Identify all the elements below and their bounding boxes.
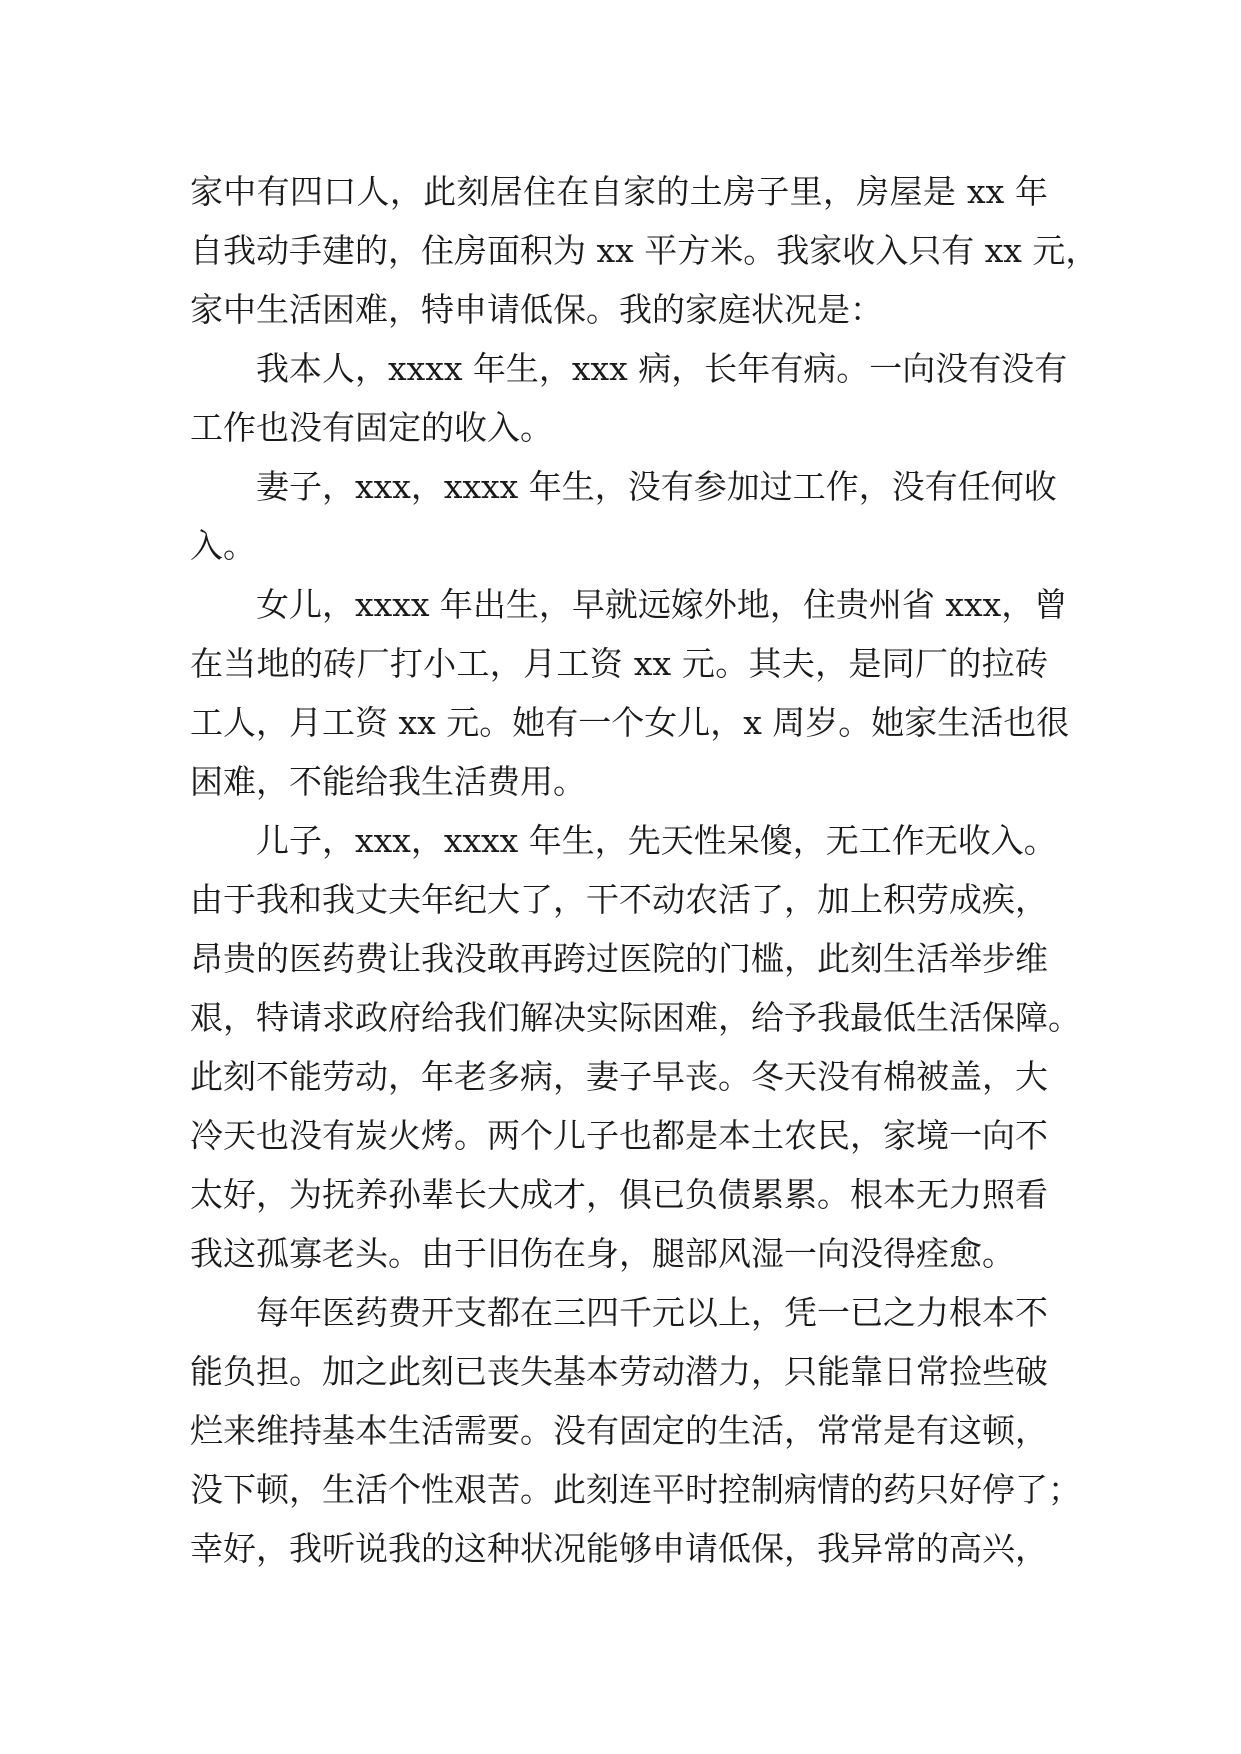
text-line: 幸好，我听说我的这种状况能够申请低保，我异常的高兴， — [190, 1529, 1048, 1568]
text-line: 由于我和我丈夫年纪大了，干不动农活了，加上积劳成疾， — [190, 880, 1048, 919]
text-line: 家中生活困难，特申请低保。我的家庭状况是： — [190, 290, 883, 329]
text-line: 我这孤寡老头。由于旧伤在身，腿部风湿一向没得痊愈。 — [190, 1234, 1015, 1273]
body-text — [190, 162, 1099, 1578]
text-line: 工人，月工资 xx 元。她有一个女儿，x 周岁。她家生活也很 — [190, 703, 1070, 742]
text-line: 艰，特请求政府给我们解决实际困难，给予我最低生活保障。 — [190, 998, 1081, 1037]
text-line: 烂来维持基本生活需要。没有固定的生活，常常是有这顿， — [190, 1411, 1048, 1450]
text-line: 冷天也没有炭火烤。两个儿子也都是本土农民，家境一向不 — [190, 1116, 1048, 1155]
text-line: 入。 — [190, 526, 256, 565]
text-line: 没下顿，生活个性艰苦。此刻连平时控制病情的药只好停了； — [190, 1470, 1081, 1509]
text-line: 我本人，xxxx 年生，xxx 病，长年有病。一向没有没有 — [256, 349, 1068, 388]
text-line: 自我动手建的，住房面积为 xx 平方米。我家收入只有 xx 元， — [190, 231, 1099, 270]
text-line: 昂贵的医药费让我没敢再跨过医院的门槛，此刻生活举步维 — [190, 939, 1048, 978]
text-line: 此刻不能劳动，年老多病，妻子早丧。冬天没有棉被盖，大 — [190, 1057, 1048, 1096]
text-line: 能负担。加之此刻已丧失基本劳动潜力，只能靠日常捡些破 — [190, 1352, 1048, 1391]
text-line: 家中有四口人，此刻居住在自家的土房子里，房屋是 xx 年 — [190, 172, 1048, 211]
text-line: 太好，为抚养孙辈长大成才，俱已负债累累。根本无力照看 — [190, 1175, 1048, 1214]
text-line: 妻子，xxx，xxxx 年生，没有参加过工作，没有任何收 — [256, 467, 1057, 506]
text-line: 每年医药费开支都在三四千元以上，凭一已之力根本不 — [256, 1293, 1048, 1332]
text-line: 在当地的砖厂打小工，月工资 xx 元。其夫，是同厂的拉砖 — [190, 644, 1048, 683]
text-line: 工作也没有固定的收入。 — [190, 408, 553, 447]
text-line: 困难，不能给我生活费用。 — [190, 762, 586, 801]
text-line: 女儿，xxxx 年出生，早就远嫁外地，住贵州省 xxx，曾 — [256, 585, 1068, 624]
text-line: 儿子，xxx，xxxx 年生，先天性呆傻，无工作无收入。 — [256, 821, 1057, 860]
